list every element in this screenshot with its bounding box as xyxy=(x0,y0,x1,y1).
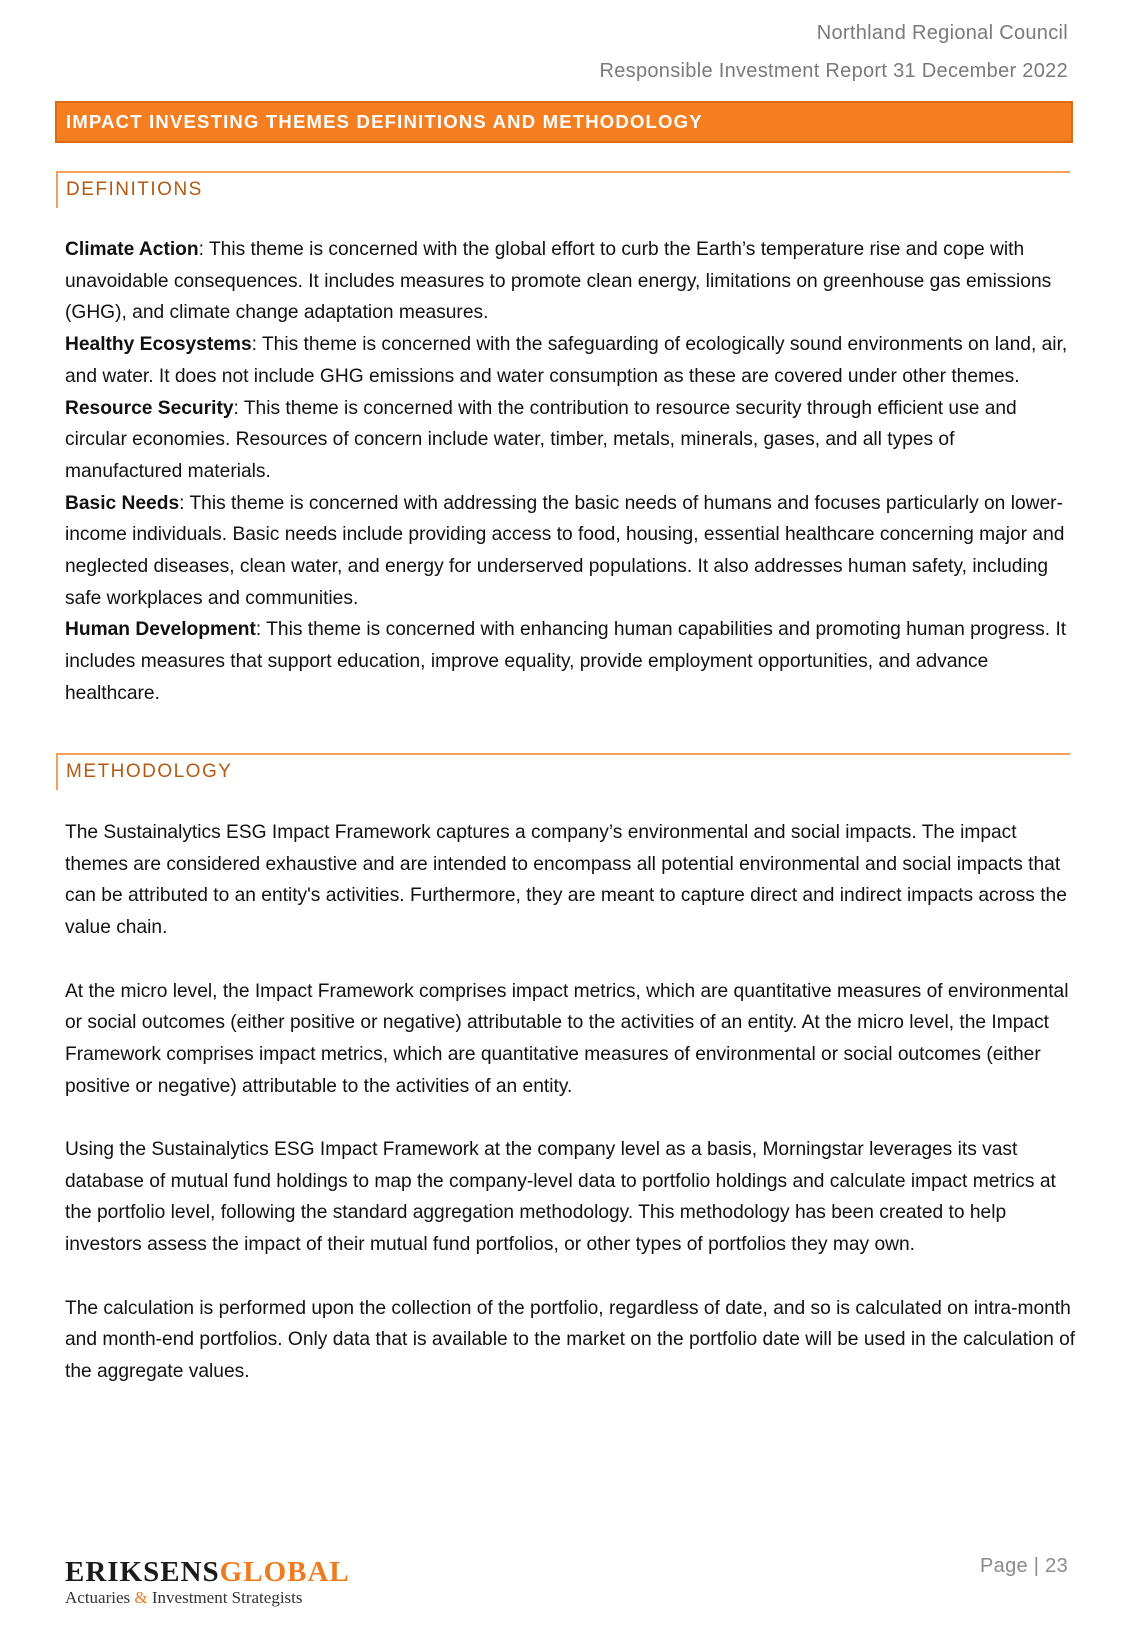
definition-term: Basic Needs xyxy=(65,492,180,514)
organization-name: Northland Regional Council xyxy=(816,22,1068,44)
definition-text: : This theme is concerned with enhancing human capabilities and promoting human progress. It includes measures that support education, improve equality, provide employment opportunities, and advance healthcare. xyxy=(65,619,1067,704)
methodology-paragraph: At the micro level, the Impact Framework comprises impact metrics, which are quantitative measures of environmental or social outcomes (either positive or negative) attributable to the activities of an entity. At the micro level, the Impact Framework comprises impact metrics, which are quantitative measures of environmental or social outcomes (either positive or negative) attributable to the activities of an entity. xyxy=(65,980,1069,1097)
definition-item xyxy=(65,614,1077,709)
definition-text: : This theme is concerned with the safeguarding of ecologically sound environments on land, air, and water. It does not include GHG emissions and water consumption as these are covered under other themes. xyxy=(65,334,1068,387)
report-header xyxy=(600,14,1069,90)
definition-term: Human Development xyxy=(65,619,256,641)
definitions-body xyxy=(65,234,1077,710)
report-title: Responsible Investment Report 31 December 2022 xyxy=(599,60,1068,82)
logo-wordmark: ERIKSENSGLOBAL xyxy=(65,1556,350,1588)
definitions-heading: DEFINITIONS xyxy=(56,171,1070,208)
definition-item xyxy=(65,393,1077,488)
definition-term: Climate Action xyxy=(65,239,199,260)
logo-tagline: Actuaries & Investment Strategists xyxy=(65,1588,303,1607)
definition-term: Resource Security xyxy=(65,397,234,419)
methodology-paragraph: The calculation is performed upon the collection of the portfolio, regardless of date, and so is calculated on intra-month and month-end portfolios. Only data that is available to the market on the portfolio date will be used in the calculation of the aggregate values. xyxy=(65,1297,1076,1382)
definition-term: Healthy Ecosystems xyxy=(65,334,252,356)
definition-item xyxy=(65,234,1077,329)
methodology-paragraph: The Sustainalytics ESG Impact Framework captures a company’s environmental and social impacts. The impact themes are considered exhaustive and are intended to encompass all potential environmental and social impacts that can be attributed to an entity's activities. Furthermore, they are meant to capture direct and indirect impacts across the value chain. xyxy=(65,822,1067,939)
page-number: Page | 23 xyxy=(980,1555,1068,1577)
definition-text: : This theme is concerned with the global effort to curb the Earth’s temperature rise and cope with unavoidable consequences. It includes measures to promote clean energy, limitations on greenhouse gas emissions (GHG), and climate change adaptation measures. xyxy=(65,239,1052,324)
methodology-body xyxy=(65,817,1077,1388)
methodology-paragraph: Using the Sustainalytics ESG Impact Framework at the company level as a basis, Morningstar leverages its vast database of mutual fund holdings to map the company-level data to portfolio holdings and calculate impact metrics at the portfolio level, following the standard aggregation methodology. This methodology has been created to help investors assess the impact of their mutual fund portfolios, or other types of portfolios they may own. xyxy=(65,1139,1056,1256)
methodology-heading: METHODOLOGY xyxy=(56,753,1070,790)
section-banner: IMPACT INVESTING THEMES DEFINITIONS AND METHODOLOGY xyxy=(55,101,1073,143)
definition-item xyxy=(65,488,1077,615)
definition-text: : This theme is concerned with the contribution to resource security through efficient use and circular economies. Resources of concern include water, timber, metals, minerals, gases, and all types of manufactured materials. xyxy=(65,397,1017,482)
company-logo xyxy=(65,1557,350,1609)
definition-item xyxy=(65,329,1077,392)
definition-text: : This theme is concerned with addressing the basic needs of humans and focuses particularly on lower-income individuals. Basic needs include providing access to food, housing, essential healthcare concerning major and neglected diseases, clean water, and energy for underserved populations. It also addresses human safety, including safe workplaces and communities. xyxy=(65,492,1065,609)
